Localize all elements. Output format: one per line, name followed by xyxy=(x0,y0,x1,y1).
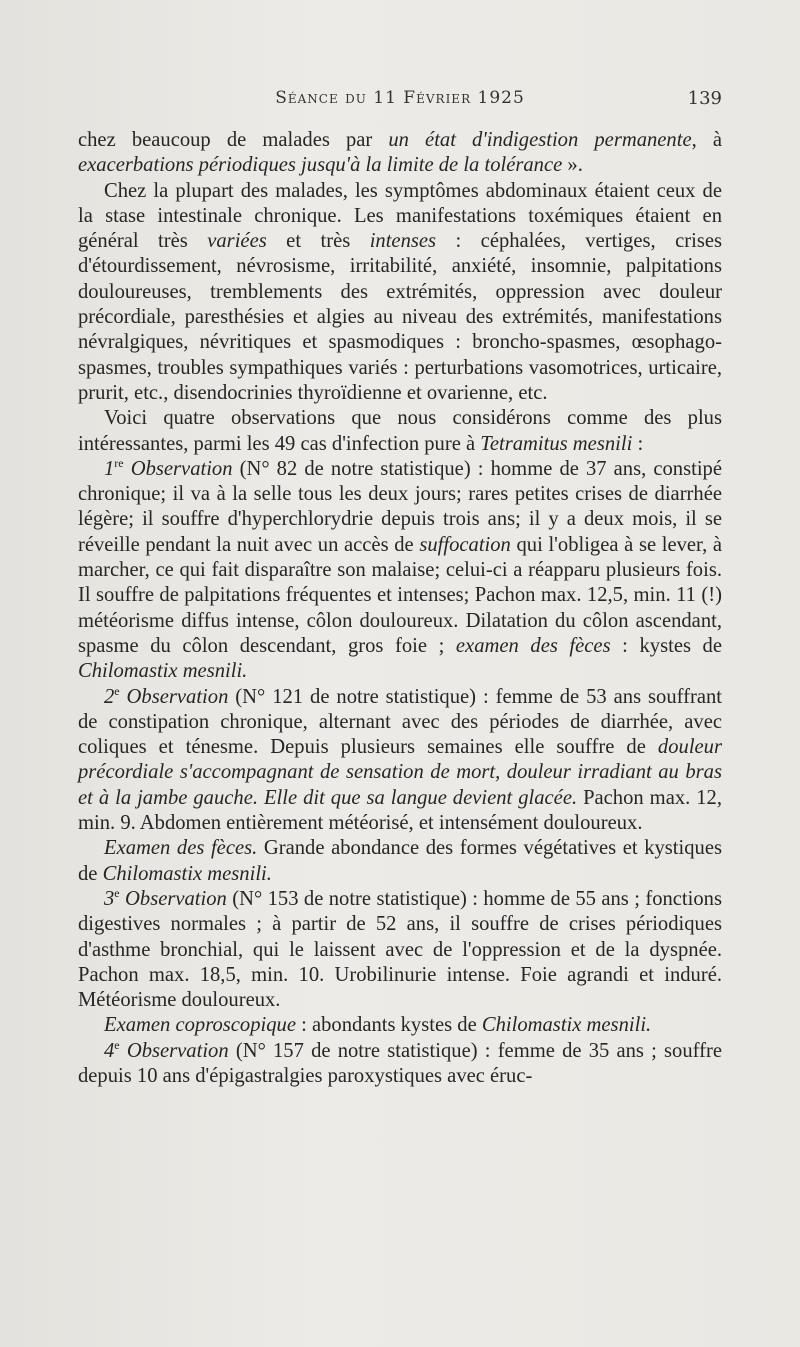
italic-text: Observation xyxy=(119,887,227,910)
paragraph xyxy=(78,685,722,837)
text-run: : kystes de xyxy=(610,634,722,657)
italic-text: 4 xyxy=(104,1039,115,1062)
italic-text: douleur précordiale s'accompagnant de sensation de mort, douleur irradiant au bras et à la jambe gauche. Elle dit que sa langue devient glacée. xyxy=(78,736,722,809)
italic-text: variées xyxy=(207,230,267,253)
superscript-text: e xyxy=(114,683,120,698)
text-run: qui l'obligea à se lever, à marcher, ce qui fait disparaître son malaise; celui-ci a réapparu plusieurs fois. Il souffre de palpitations fréquentes et intenses; Pachon max. 12,5, min. 11 (!) météorisme diffus intense, côlon douloureux. Dilatation du côlon ascendant, spasme du côlon descendant, gros foie ; xyxy=(78,533,723,657)
text-run: et très xyxy=(266,230,370,253)
page-number: 139 xyxy=(687,88,722,109)
paragraph xyxy=(78,1013,722,1038)
text-run: Chez la plupart des malades, les symptômes abdominaux étaient ceux de la stase intestinale chronique. Les manifestations toxémiques étaient en général très xyxy=(78,179,722,253)
italic-text: Chilomastix mesnili. xyxy=(78,660,248,683)
paragraph xyxy=(78,836,722,887)
italic-text: 1 xyxy=(104,457,115,480)
body-text xyxy=(78,128,722,1089)
italic-text: Observation xyxy=(119,685,229,708)
text-run: , à xyxy=(691,129,722,151)
paragraph xyxy=(78,1039,722,1090)
italic-text: Tetramitus mesnili xyxy=(480,432,633,455)
italic-text: intenses xyxy=(369,230,437,253)
italic-text: 2 xyxy=(104,685,115,708)
italic-text: Observation xyxy=(119,1039,229,1062)
italic-text: 3 xyxy=(104,887,115,910)
italic-text: Chilomastix mesnili. xyxy=(102,862,272,885)
text-run: Pachon max. 12, min. 9. Abdomen entièrement météorisé, et intensément douloureux. xyxy=(78,786,722,835)
paragraph xyxy=(78,887,722,1013)
text-run: : céphalées, vertiges, crises d'étourdissement, névrosisme, irritabilité, anxiété, insomnie, palpitations douloureuses, tremblements des extrémités, oppression avec douleur précordiale, paresthésies et algies au niveau des extrémités, manifestations névralgiques, névritiques et spasmodiques : broncho-spasmes, œsophago-spasmes, troubles sympathiques variés : perturbations vasomotrices, urticaire, prurit, etc., disendocrinies thyroïdienne et ovarienne, etc. xyxy=(78,230,722,404)
italic-text: suffocation xyxy=(419,533,511,556)
paragraph xyxy=(78,406,722,457)
superscript-text: e xyxy=(114,1037,120,1052)
running-header xyxy=(78,88,722,116)
paragraph xyxy=(78,457,722,685)
superscript-text: re xyxy=(114,456,124,470)
text-run: (N° 157 de notre statistique) : femme de 35 ans ; souffre depuis 10 ans d'épigastralgies paroxystiques avec éruc- xyxy=(78,1039,722,1087)
text-run: ». xyxy=(562,154,583,177)
paragraph xyxy=(78,128,722,179)
paragraph xyxy=(78,179,722,407)
header-title: Séance du 11 Février 1925 xyxy=(275,88,525,108)
italic-text: Observation xyxy=(123,457,233,480)
text-run: Voici quatre observations que nous considérons comme des plus intéressantes, parmi les 49 cas d'infection pure à xyxy=(78,407,722,455)
italic-text: exacerbations périodiques jusqu'à la limite de la tolérance xyxy=(78,154,563,177)
text-run: : xyxy=(632,432,644,455)
text-run: chez beaucoup de malades par xyxy=(78,129,389,151)
italic-text: un état d'indigestion permanente xyxy=(388,129,692,151)
italic-text: Examen coproscopique xyxy=(104,1014,296,1037)
superscript-text: e xyxy=(114,886,120,901)
text-run: Grande abondance des formes végétatives et kystiques de xyxy=(78,837,723,885)
italic-text: Examen des fèces. xyxy=(104,837,258,860)
text-run: (N° 82 de notre statistique) : homme de 37 ans, constipé chronique; il va à la selle tous les deux jours; rares petites crises de diarrhée légère; il souffre d'hyperchlorydrie depuis trois ans; il y a deux mois, il se réveille pendant la nuit avec un accès de xyxy=(78,457,722,556)
text-run: : abondants kystes de xyxy=(295,1014,482,1037)
text-run: (N° 153 de notre statistique) : homme de 55 ans ; fonctions digestives normales ; à partir de 52 ans, il souffre de crises périodiques d'asthme bronchial, qui le laissent avec de l'oppression et de la dyspnée. Pachon max. 18,5, min. 10. Urobilinurie intense. Foie agrandi et induré. Météorisme douloureux. xyxy=(78,887,722,1012)
text-run: (N° 121 de notre statistique) : femme de 53 ans souffrant de constipation chronique, alternant avec des périodes de diarrhée, avec coliques et ténesme. Depuis plusieurs semaines elle souffre de xyxy=(78,685,722,759)
italic-text: Chilomastix mesnili. xyxy=(481,1014,652,1037)
italic-text: examen des fèces xyxy=(455,634,611,657)
